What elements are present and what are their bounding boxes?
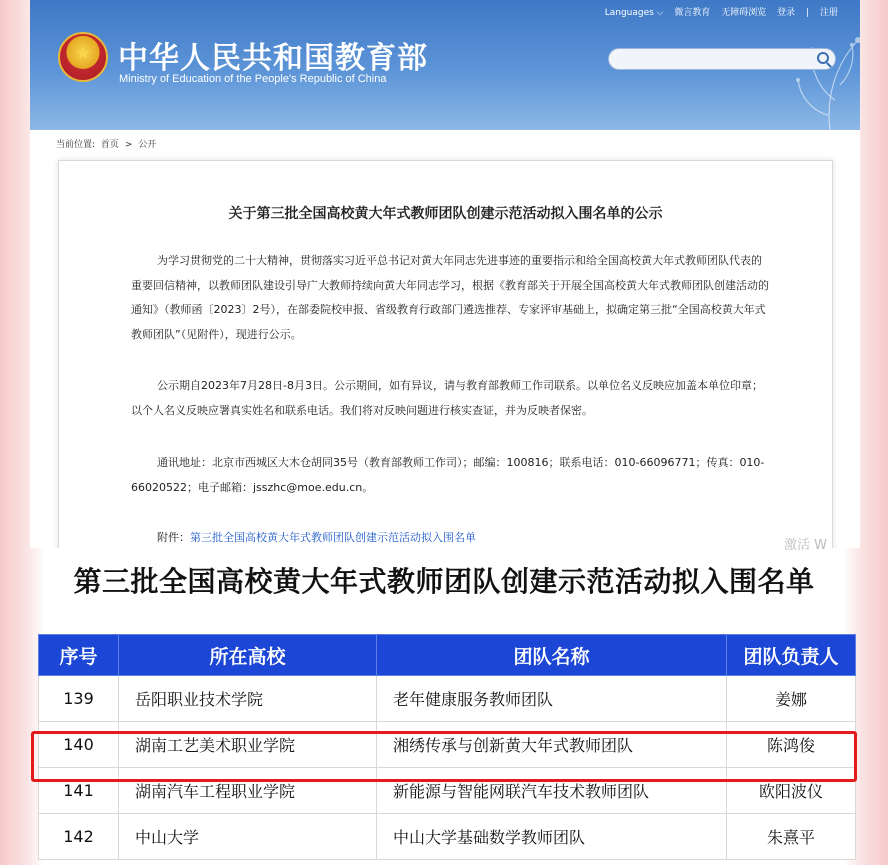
languages-link[interactable]: Languages ⌵	[604, 8, 664, 18]
breadcrumb-separator: >	[124, 140, 133, 150]
article-title: 关于第三批全国高校黄大年式教师团队创建示范活动拟入围名单的公示	[228, 206, 663, 222]
cell-university: 湖南工艺美术职业学院	[119, 722, 377, 768]
national-emblem-icon: ★	[58, 32, 108, 82]
cell-team-leader: 姜娜	[727, 676, 856, 722]
breadcrumb-home[interactable]: 首页	[100, 140, 119, 150]
article-panel	[58, 160, 833, 548]
cell-university: 湖南汽车工程职业学院	[119, 768, 377, 814]
breadcrumb-current[interactable]: 公开	[138, 140, 157, 150]
login-link[interactable]: 登录	[777, 8, 796, 18]
cell-team-name: 新能源与智能网联汽车技术教师团队	[377, 768, 727, 814]
article-paragraph-2: 公示期自2023年7月28日-8月3日。公示期间，如有异议，请与教育部教师工作司联系。以单位名义反映应加盖本单位印章；以个人名义反映应署真实姓名和联系电话。我们将对反映问题进行核实查证，并为反映者保密。	[131, 379, 763, 417]
cell-team-leader: 陈鸿俊	[727, 722, 856, 768]
attachment-link[interactable]: 第三批全国高校黄大年式教师团队创建示范活动拟入围名单	[190, 531, 476, 544]
header-team-leader: 团队负责人	[727, 635, 856, 676]
highlighted-row-frame	[31, 731, 857, 782]
cell-team-name: 老年健康服务教师团队	[377, 676, 727, 722]
breadcrumb	[56, 137, 159, 150]
accessibility-link[interactable]: 无障碍浏览	[721, 8, 767, 18]
header-number: 序号	[39, 635, 119, 676]
site-title: 中华人民共和国教育部	[118, 41, 428, 76]
article-paragraph-3: 通讯地址：北京市西城区大木仓胡同35号（教育部教师工作司）；邮编：100816；联系电话：010-66096771；传真：010-66020522；电子邮箱：jsszhc@moe.edu.cn。	[131, 456, 765, 494]
attachment-label: 附件：	[157, 531, 190, 544]
header-university: 所在高校	[119, 635, 377, 676]
site-header	[30, 0, 860, 130]
cell-team-name: 湘绣传承与创新黄大年式教师团队	[377, 722, 727, 768]
cell-number: 141	[39, 768, 119, 814]
site-subtitle: Ministry of Education of the People's Republic of China	[119, 73, 387, 85]
cell-number: 142	[39, 814, 119, 860]
cell-team-leader: 朱熹平	[727, 814, 856, 860]
activation-watermark: 激活 W	[784, 538, 827, 553]
cell-number: 139	[39, 676, 119, 722]
cell-university: 岳阳职业技术学院	[119, 676, 377, 722]
roster-title: 第三批全国高校黄大年式教师团队创建示范活动拟入围名单	[73, 565, 815, 598]
top-nav	[597, 5, 838, 18]
cell-university: 中山大学	[119, 814, 377, 860]
table-row	[39, 676, 856, 722]
cell-team-name: 中山大学基础数学教师团队	[377, 814, 727, 860]
search-icon[interactable]	[817, 52, 829, 64]
search-input[interactable]	[608, 48, 836, 70]
moe-webpage-screenshot	[30, 0, 860, 548]
attachment-line	[157, 529, 476, 545]
cell-team-leader: 欧阳波仪	[727, 768, 856, 814]
header-team-name: 团队名称	[377, 635, 727, 676]
breadcrumb-prefix: 当前位置:	[56, 140, 96, 150]
article-paragraph-1: 为学习贯彻党的二十大精神，贯彻落实习近平总书记对黄大年同志先进事迹的重要指示和给全国高校黄大年式教师团队代表的重要回信精神，以教师团队建设引导广大教师持续向黄大年同志学习，根据《教育部关于开展全国高校黄大年式教师团队创建活动的通知》（教师函〔2023〕2号），在部委院校申报、省级教育行政部门遴选推荐、专家评审基础上，拟确定第三批“全国高校黄大年式教师团队”（见附件），现进行公示。	[131, 254, 769, 341]
table-header-row	[39, 635, 856, 676]
register-link[interactable]: 注册	[819, 8, 838, 18]
table-row	[39, 814, 856, 860]
nav-divider: |	[806, 8, 810, 18]
weiyan-link[interactable]: 微言教育	[674, 8, 711, 18]
cell-number: 140	[39, 722, 119, 768]
